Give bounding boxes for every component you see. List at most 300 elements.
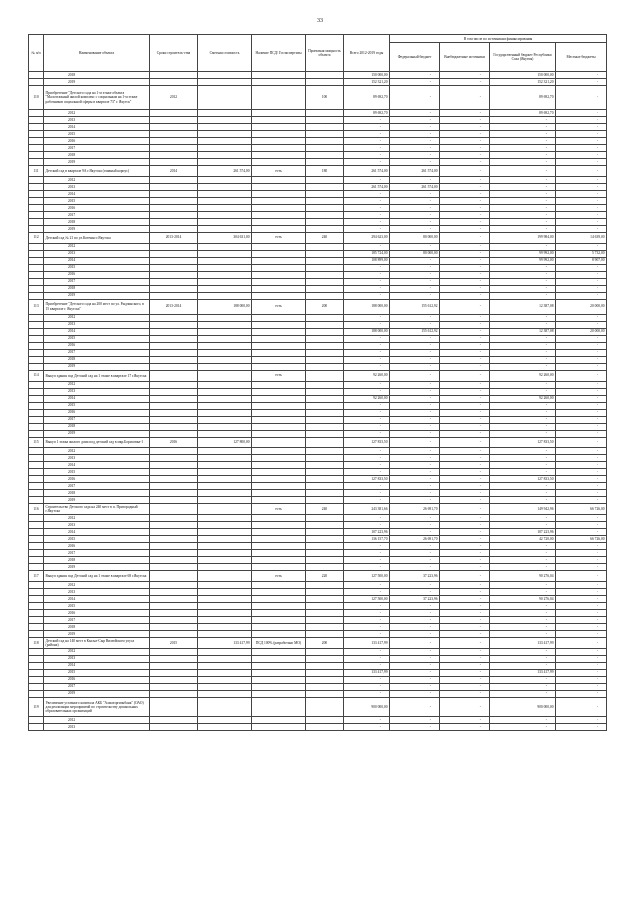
year-cell: 2019 (44, 630, 150, 637)
value-extra: - (440, 595, 490, 602)
value-state: - (490, 314, 556, 321)
year-row (29, 190, 607, 197)
object-number: 110 (29, 86, 44, 110)
year-row (29, 152, 607, 159)
object-total: 900 000,00 (344, 697, 390, 717)
value-federal: - (390, 152, 440, 159)
object-state: - (490, 166, 556, 177)
empty-cell (29, 335, 44, 342)
header-name: Наименование объекта (44, 35, 150, 72)
value-state: 90 276,04 (490, 595, 556, 602)
empty-cell (150, 581, 198, 588)
object-name: Выкуп здания под Детский сад на 1 этаже в квартале 68 г.Якутска (44, 571, 150, 582)
empty-cell (306, 416, 344, 423)
value-total: - (344, 469, 390, 476)
empty-cell (306, 543, 344, 550)
empty-cell (150, 455, 198, 462)
value-extra: - (440, 225, 490, 232)
value-federal: - (390, 292, 440, 299)
empty-cell (198, 79, 252, 86)
year-cell: 2017 (44, 145, 150, 152)
empty-cell (150, 648, 198, 655)
value-extra: - (440, 402, 490, 409)
value-extra: - (440, 145, 490, 152)
empty-cell (150, 257, 198, 264)
empty-cell (252, 543, 306, 550)
value-total: - (344, 342, 390, 349)
empty-cell (198, 72, 252, 79)
empty-cell (252, 602, 306, 609)
value-federal: - (390, 490, 440, 497)
empty-cell (306, 72, 344, 79)
object-extra: - (440, 232, 490, 243)
empty-cell (150, 630, 198, 637)
value-total: - (344, 243, 390, 250)
value-local: - (556, 335, 607, 342)
empty-cell (252, 117, 306, 124)
empty-cell (198, 497, 252, 504)
header-total: Всего 2012-2019 годы (344, 35, 390, 72)
year-row (29, 522, 607, 529)
empty-cell (29, 409, 44, 416)
value-total: - (344, 138, 390, 145)
empty-cell (29, 448, 44, 455)
object-psd (252, 697, 306, 717)
object-cost: 261 574,00 (198, 166, 252, 177)
empty-cell (306, 588, 344, 595)
value-total: 108 899,00 (344, 257, 390, 264)
value-federal: - (390, 690, 440, 697)
value-total: - (344, 218, 390, 225)
empty-cell (150, 271, 198, 278)
value-extra: - (440, 211, 490, 218)
year-cell: 2017 (44, 349, 150, 356)
object-state: 149 942,96 (490, 504, 556, 515)
object-state: 127 833,50 (490, 437, 556, 448)
value-total: 89 692,70 (344, 110, 390, 117)
empty-cell (306, 402, 344, 409)
year-cell: 2019 (44, 690, 150, 697)
year-row (29, 124, 607, 131)
value-federal: - (390, 581, 440, 588)
empty-cell (306, 159, 344, 166)
empty-cell (29, 462, 44, 469)
empty-cell (306, 117, 344, 124)
value-total: - (344, 683, 390, 690)
empty-cell (150, 522, 198, 529)
empty-cell (198, 581, 252, 588)
empty-cell (150, 79, 198, 86)
object-federal: 37 223,96 (390, 571, 440, 582)
value-local: - (556, 278, 607, 285)
value-local: - (556, 550, 607, 557)
empty-cell (150, 409, 198, 416)
object-cost: 127 800,00 (198, 437, 252, 448)
value-extra: - (440, 356, 490, 363)
empty-cell (150, 117, 198, 124)
empty-cell (252, 243, 306, 250)
year-row (29, 717, 607, 724)
value-federal: - (390, 356, 440, 363)
value-federal: - (390, 138, 440, 145)
value-federal: - (390, 197, 440, 204)
value-state: - (490, 717, 556, 724)
empty-cell (150, 363, 198, 370)
value-federal: - (390, 448, 440, 455)
year-cell: 2012 (44, 176, 150, 183)
empty-cell (252, 211, 306, 218)
object-number: 119 (29, 697, 44, 717)
value-total: - (344, 335, 390, 342)
object-state: 199 984,00 (490, 232, 556, 243)
year-row (29, 388, 607, 395)
value-federal: 80 000,00 (390, 250, 440, 257)
year-row (29, 588, 607, 595)
year-cell: 2016 (44, 676, 150, 683)
empty-cell (29, 724, 44, 731)
year-row (29, 662, 607, 669)
value-local: - (556, 110, 607, 117)
empty-cell (198, 588, 252, 595)
empty-cell (252, 564, 306, 571)
empty-cell (252, 630, 306, 637)
value-local: - (556, 595, 607, 602)
object-capacity (306, 437, 344, 448)
value-federal: - (390, 655, 440, 662)
value-extra: - (440, 515, 490, 522)
empty-cell (150, 328, 198, 335)
year-row (29, 314, 607, 321)
empty-cell (252, 335, 306, 342)
value-state: - (490, 724, 556, 731)
empty-cell (150, 204, 198, 211)
empty-cell (252, 724, 306, 731)
empty-cell (306, 124, 344, 131)
empty-cell (29, 381, 44, 388)
value-extra: - (440, 662, 490, 669)
empty-cell (252, 683, 306, 690)
value-federal: - (390, 190, 440, 197)
empty-cell (29, 190, 44, 197)
year-row (29, 218, 607, 225)
empty-cell (306, 515, 344, 522)
value-extra: - (440, 602, 490, 609)
empty-cell (29, 257, 44, 264)
value-extra: - (440, 388, 490, 395)
value-local: 66 726,00 (556, 536, 607, 543)
value-state: - (490, 630, 556, 637)
year-cell: 2013 (44, 183, 150, 190)
value-state: - (490, 430, 556, 437)
empty-cell (252, 79, 306, 86)
empty-cell (150, 602, 198, 609)
object-psd: есть (252, 299, 306, 314)
empty-cell (198, 183, 252, 190)
value-extra: - (440, 72, 490, 79)
empty-cell (198, 462, 252, 469)
empty-cell (306, 314, 344, 321)
empty-cell (252, 138, 306, 145)
empty-cell (306, 423, 344, 430)
value-extra: - (440, 190, 490, 197)
year-row (29, 72, 607, 79)
object-extra: - (440, 86, 490, 110)
empty-cell (306, 110, 344, 117)
value-local: 5 732,00 (556, 250, 607, 257)
empty-cell (198, 292, 252, 299)
value-extra: - (440, 683, 490, 690)
object-term (150, 571, 198, 582)
value-extra: - (440, 655, 490, 662)
value-local: - (556, 529, 607, 536)
empty-cell (252, 609, 306, 616)
empty-cell (198, 381, 252, 388)
value-total: - (344, 623, 390, 630)
year-row (29, 197, 607, 204)
value-state: - (490, 543, 556, 550)
year-cell: 2014 (44, 462, 150, 469)
empty-cell (150, 131, 198, 138)
value-federal: - (390, 363, 440, 370)
value-total: - (344, 190, 390, 197)
value-extra: - (440, 588, 490, 595)
value-federal: - (390, 455, 440, 462)
object-total: 188 000,00 (344, 299, 390, 314)
value-extra: - (440, 409, 490, 416)
value-local: - (556, 292, 607, 299)
year-cell: 2012 (44, 110, 150, 117)
empty-cell (198, 314, 252, 321)
empty-cell (306, 648, 344, 655)
value-federal: - (390, 630, 440, 637)
value-total: - (344, 356, 390, 363)
empty-cell (29, 581, 44, 588)
empty-cell (198, 271, 252, 278)
empty-cell (29, 483, 44, 490)
year-row (29, 623, 607, 630)
empty-cell (198, 402, 252, 409)
empty-cell (29, 292, 44, 299)
value-state: 99 992,00 (490, 250, 556, 257)
value-state: - (490, 462, 556, 469)
empty-cell (29, 655, 44, 662)
empty-cell (252, 159, 306, 166)
year-cell: 2014 (44, 662, 150, 669)
object-total: 127 500,00 (344, 571, 390, 582)
value-total: - (344, 557, 390, 564)
year-row (29, 79, 607, 86)
empty-cell (29, 131, 44, 138)
value-local: - (556, 676, 607, 683)
value-extra: - (440, 490, 490, 497)
investment-table-sheet (28, 34, 606, 731)
year-cell: 2014 (44, 395, 150, 402)
value-state: - (490, 416, 556, 423)
object-name: Детский сад на 140 мест в Кысыл-Сыр Вилюйского улуса (района) (44, 637, 150, 648)
year-row (29, 395, 607, 402)
value-local: - (556, 409, 607, 416)
value-federal: - (390, 211, 440, 218)
empty-cell (29, 623, 44, 630)
value-extra: - (440, 197, 490, 204)
value-state: - (490, 455, 556, 462)
empty-cell (150, 676, 198, 683)
empty-cell (198, 717, 252, 724)
year-cell: 2019 (44, 564, 150, 571)
empty-cell (198, 550, 252, 557)
value-total: - (344, 724, 390, 731)
value-local: - (556, 669, 607, 676)
object-psd (252, 437, 306, 448)
value-federal: - (390, 218, 440, 225)
empty-cell (252, 278, 306, 285)
value-state: - (490, 655, 556, 662)
value-extra: - (440, 363, 490, 370)
year-row (29, 462, 607, 469)
year-cell: 2015 (44, 669, 150, 676)
empty-cell (306, 557, 344, 564)
empty-cell (29, 602, 44, 609)
value-federal: - (390, 278, 440, 285)
object-number: 114 (29, 370, 44, 381)
empty-cell (29, 690, 44, 697)
value-local: - (556, 430, 607, 437)
empty-cell (252, 402, 306, 409)
empty-cell (198, 321, 252, 328)
object-capacity: 200 (306, 299, 344, 314)
year-cell: 2013 (44, 388, 150, 395)
empty-cell (252, 655, 306, 662)
empty-cell (29, 515, 44, 522)
object-total: 127 833,50 (344, 437, 390, 448)
value-federal: - (390, 683, 440, 690)
empty-cell (198, 356, 252, 363)
empty-cell (252, 257, 306, 264)
empty-cell (29, 388, 44, 395)
value-federal: - (390, 724, 440, 731)
empty-cell (150, 211, 198, 218)
value-state: - (490, 469, 556, 476)
value-state: 89 692,70 (490, 110, 556, 117)
empty-cell (29, 630, 44, 637)
year-cell: 2015 (44, 264, 150, 271)
year-cell: 2016 (44, 609, 150, 616)
empty-cell (150, 662, 198, 669)
value-total: - (344, 117, 390, 124)
value-total: 261 574,00 (344, 183, 390, 190)
value-local: - (556, 683, 607, 690)
value-extra: - (440, 314, 490, 321)
year-cell: 2013 (44, 250, 150, 257)
year-cell: 2014 (44, 190, 150, 197)
value-total: 127 833,50 (344, 476, 390, 483)
value-state: - (490, 483, 556, 490)
value-local: - (556, 497, 607, 504)
empty-cell (29, 416, 44, 423)
value-federal: - (390, 543, 440, 550)
empty-cell (29, 264, 44, 271)
value-local: - (556, 211, 607, 218)
empty-cell (306, 381, 344, 388)
empty-cell (252, 183, 306, 190)
value-federal: - (390, 79, 440, 86)
value-federal: - (390, 529, 440, 536)
empty-cell (29, 197, 44, 204)
object-extra: - (440, 504, 490, 515)
empty-cell (29, 395, 44, 402)
empty-cell (29, 455, 44, 462)
empty-cell (198, 423, 252, 430)
value-federal: - (390, 588, 440, 595)
year-row (29, 423, 607, 430)
object-capacity: 180 (306, 166, 344, 177)
year-cell: 2014 (44, 257, 150, 264)
year-row (29, 381, 607, 388)
value-extra: - (440, 455, 490, 462)
value-extra: - (440, 717, 490, 724)
value-extra: - (440, 616, 490, 623)
value-state: - (490, 515, 556, 522)
value-local: - (556, 197, 607, 204)
object-capacity (306, 370, 344, 381)
object-total: 243 381,66 (344, 504, 390, 515)
empty-cell (252, 197, 306, 204)
empty-cell (252, 497, 306, 504)
object-psd: есть (252, 166, 306, 177)
object-psd: есть (252, 232, 306, 243)
value-extra: - (440, 243, 490, 250)
empty-cell (306, 363, 344, 370)
empty-cell (29, 648, 44, 655)
year-cell: 2016 (44, 409, 150, 416)
empty-cell (198, 476, 252, 483)
object-extra: - (440, 299, 490, 314)
value-extra: - (440, 117, 490, 124)
value-local: - (556, 349, 607, 356)
value-state: 92 260,00 (490, 395, 556, 402)
table-body (29, 72, 607, 731)
empty-cell (150, 335, 198, 342)
empty-cell (306, 616, 344, 623)
value-extra: - (440, 430, 490, 437)
empty-cell (252, 292, 306, 299)
empty-cell (29, 490, 44, 497)
value-state: - (490, 409, 556, 416)
object-row (29, 86, 607, 110)
empty-cell (306, 609, 344, 616)
object-psd: ПСД 100% (разработано МО) (252, 637, 306, 648)
empty-cell (198, 543, 252, 550)
year-row (29, 243, 607, 250)
empty-cell (252, 285, 306, 292)
empty-cell (150, 218, 198, 225)
value-state: - (490, 448, 556, 455)
year-row (29, 602, 607, 609)
year-row (29, 416, 607, 423)
value-local: - (556, 159, 607, 166)
object-state: 133 417,99 (490, 637, 556, 648)
year-cell: 2014 (44, 328, 150, 335)
empty-cell (150, 430, 198, 437)
year-cell: 2013 (44, 655, 150, 662)
empty-cell (306, 669, 344, 676)
value-total: - (344, 630, 390, 637)
value-local: - (556, 145, 607, 152)
empty-cell (252, 321, 306, 328)
value-state: - (490, 388, 556, 395)
value-federal: - (390, 416, 440, 423)
year-row (29, 342, 607, 349)
